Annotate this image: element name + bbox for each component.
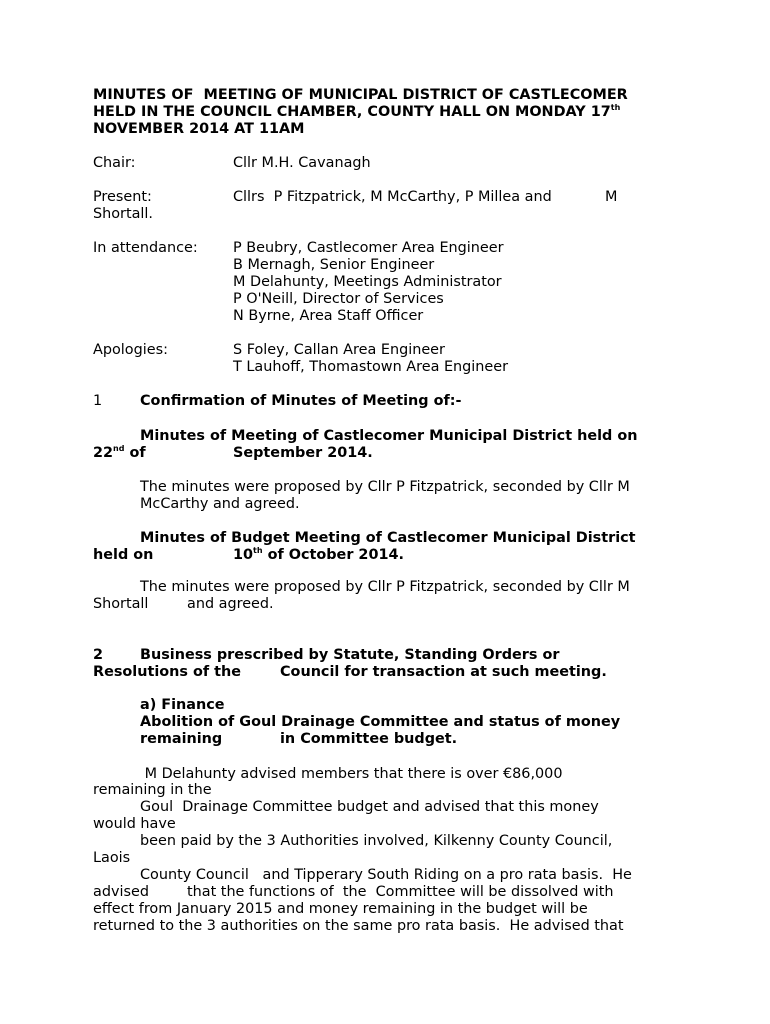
item-1-sub1-heading: Minutes of Meeting of Castlecomer Municipal District held on — [140, 428, 638, 444]
title-text: HELD IN THE COUNCIL CHAMBER, COUNTY HALL ON MONDAY 17 — [93, 104, 611, 120]
present-wrap: Shortall. — [93, 206, 154, 222]
finance-para-line: M Delahunty advised members that there is over €86,000 — [140, 766, 563, 782]
chair-label: Chair: — [93, 155, 136, 171]
minutes-title-line-1: MINUTES OF MEETING OF MUNICIPAL DISTRICT OF CASTLECOMER — [93, 87, 628, 103]
apologies-item: S Foley, Callan Area Engineer — [233, 342, 445, 358]
finance-title-end: in Committee budget. — [280, 731, 458, 747]
title-superscript: th — [610, 103, 621, 112]
item-1-sub2-para-end: and agreed. — [187, 596, 274, 612]
apologies-item: T Lauhoff, Thomastown Area Engineer — [233, 359, 509, 375]
finance-para-line: Goul Drainage Committee budget and advised that this money — [140, 799, 599, 815]
finance-label: a) Finance — [140, 697, 225, 713]
attendance-item: P O'Neill, Director of Services — [233, 291, 444, 307]
item-1-number: 1 — [93, 393, 103, 409]
attendance-item: P Beubry, Castlecomer Area Engineer — [233, 240, 504, 256]
minutes-title-line-2 — [93, 104, 620, 121]
minutes-title-line-3: NOVEMBER 2014 AT 11AM — [93, 121, 305, 137]
finance-para-line: that the functions of the Committee will be dissolved with — [187, 884, 614, 900]
attendance-label: In attendance: — [93, 240, 198, 256]
finance-para-line: County Council and Tipperary South Riding on a pro rata basis. He — [140, 867, 632, 883]
item-1-sub1-para: The minutes were proposed by Cllr P Fitzpatrick, seconded by Cllr M — [140, 479, 630, 495]
present-value: Cllrs P Fitzpatrick, M McCarthy, P Millea and — [233, 189, 552, 205]
sub1-day-superscript: nd — [113, 444, 125, 453]
finance-title: remaining — [140, 731, 223, 747]
finance-para-line: Laois — [93, 850, 131, 866]
finance-para-line: effect from January 2015 and money remaining in the budget will be — [93, 901, 588, 917]
attendance-item: B Mernagh, Senior Engineer — [233, 257, 435, 273]
item-1-sub1-month: September 2014. — [233, 445, 373, 461]
item-1-sub2-para: Shortall — [93, 596, 149, 612]
item-1-heading: Confirmation of Minutes of Meeting of:- — [140, 393, 462, 409]
sub2-day-superscript: th — [253, 546, 263, 555]
attendance-item: N Byrne, Area Staff Officer — [233, 308, 424, 324]
chair-value: Cllr M.H. Cavanagh — [233, 155, 371, 171]
finance-para-line: returned to the 3 authorities on the same pro rata basis. He advised that — [93, 918, 624, 934]
finance-para-line: been paid by the 3 Authorities involved, Kilkenny County Council, — [140, 833, 613, 849]
item-1-sub1-date-start — [93, 445, 146, 462]
item-2-number: 2 — [93, 647, 104, 663]
attendance-item: M Delahunty, Meetings Administrator — [233, 274, 502, 290]
item-2-heading: Business prescribed by Statute, Standing Orders or — [140, 647, 560, 663]
finance-para-line: advised — [93, 884, 149, 900]
sub1-day: 22 — [93, 445, 114, 461]
present-value-end: M — [605, 189, 618, 205]
item-1-sub1-para: McCarthy and agreed. — [140, 496, 300, 512]
finance-title: Abolition of Goul Drainage Committee and status of money — [140, 714, 621, 730]
sub2-rest: of October 2014. — [262, 547, 404, 563]
finance-para-line: remaining in the — [93, 782, 212, 798]
item-1-sub2-para: The minutes were proposed by Cllr P Fitzpatrick, seconded by Cllr M — [140, 579, 630, 595]
apologies-label: Apologies: — [93, 342, 168, 358]
sub2-day: 10 — [233, 547, 254, 563]
item-2-heading-end: Council for transaction at such meeting. — [280, 664, 607, 680]
item-1-sub2-heading: Minutes of Budget Meeting of Castlecomer Municipal District — [140, 530, 636, 546]
item-1-sub2-held-on: held on — [93, 547, 154, 563]
sub1-of: of — [124, 445, 146, 461]
item-2-heading: Resolutions of the — [93, 664, 242, 680]
finance-para-line: would have — [93, 816, 176, 832]
item-1-sub2-date — [233, 547, 404, 564]
present-label: Present: — [93, 189, 152, 205]
